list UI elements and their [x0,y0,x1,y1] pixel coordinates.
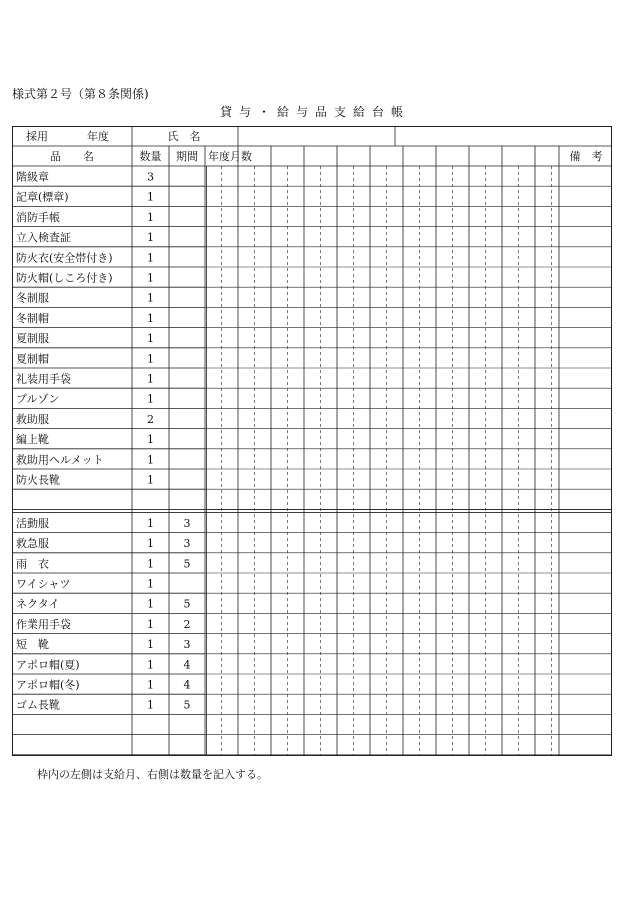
item-qty: 1 [147,537,154,551]
item-qty: 1 [147,271,154,285]
ledger-table [12,126,612,756]
item-qty: 1 [147,210,154,224]
item-qty: 1 [147,332,154,346]
item-name: ゴム長靴 [16,698,60,712]
label-year: 年度 [87,130,109,143]
item-qty: 1 [147,231,154,245]
item-qty: 1 [147,453,154,467]
column-header-remarks: 備 考 [569,150,603,163]
column-header-qty: 数量 [139,150,162,163]
item-qty: 1 [147,617,154,631]
item-qty: 1 [147,516,154,530]
footnote: 枠内の左側は支給月、右側は数量を記入する。 [37,768,268,781]
item-period: 4 [183,658,191,672]
item-name: 立入検査証 [16,231,71,245]
item-name: 冬制帽 [16,311,49,325]
item-period: 3 [183,516,191,530]
table-border [13,127,612,756]
label-hire: 採用 [26,130,48,143]
item-qty: 1 [147,190,154,204]
item-name: ワイシャツ [16,577,71,591]
item-name: 階級章 [16,170,49,184]
document-title: 貸与・給与品支給台帳 [219,105,410,119]
form-reference: 様式第２号（第８条関係) [12,87,149,101]
item-qty: 1 [147,392,154,406]
item-name: 夏制帽 [16,352,49,366]
item-qty: 3 [147,170,154,184]
item-name: アポロ帽(夏) [16,658,80,672]
column-header-period: 期間 [176,150,198,163]
item-period: 5 [183,557,191,571]
item-qty: 1 [147,557,154,571]
item-name: 夏制服 [16,332,49,346]
item-period: 4 [183,678,191,692]
item-name: 活動服 [16,516,49,530]
item-name: 救助用ヘルメット [16,453,104,467]
item-qty: 1 [147,372,154,386]
item-name: 記章(標章) [16,190,69,204]
item-qty: 1 [147,658,154,672]
item-name: ブルゾン [16,392,60,406]
item-qty: 1 [147,291,154,305]
item-qty: 1 [147,352,154,366]
item-qty: 1 [147,698,154,712]
label-name: 氏 名 [167,130,201,143]
item-period: 3 [183,537,191,551]
item-name: ネクタイ [16,597,60,611]
item-name: 雨 衣 [16,557,49,571]
item-name: 救急服 [16,537,49,551]
item-name: 防火帽(しころ付き) [16,271,113,285]
item-name: 防火衣(安全帯付き) [16,251,113,265]
item-qty: 2 [147,412,154,426]
item-qty: 1 [147,597,154,611]
item-name: 救助服 [16,412,49,426]
item-period: 5 [183,597,191,611]
item-period: 2 [183,617,191,631]
column-header-year-month: 年度月数 [208,150,252,163]
item-name: 礼装用手袋 [16,372,71,386]
item-name: 冬制服 [16,291,49,305]
item-name: 作業用手袋 [16,617,71,631]
item-qty: 1 [147,678,154,692]
item-qty: 1 [147,638,154,652]
item-period: 3 [183,638,191,652]
item-name: 短 靴 [16,638,49,652]
item-qty: 1 [147,311,154,325]
item-name: 消防手帳 [16,210,60,224]
item-qty: 1 [147,433,154,447]
item-period: 5 [183,698,191,712]
item-name: 防火長靴 [16,473,60,487]
column-header-item: 品 名 [50,150,94,163]
item-name: アポロ帽(冬) [16,678,80,692]
item-qty: 1 [147,577,154,591]
item-qty: 1 [147,473,154,487]
item-name: 編上靴 [16,433,49,447]
item-qty: 1 [147,251,154,265]
